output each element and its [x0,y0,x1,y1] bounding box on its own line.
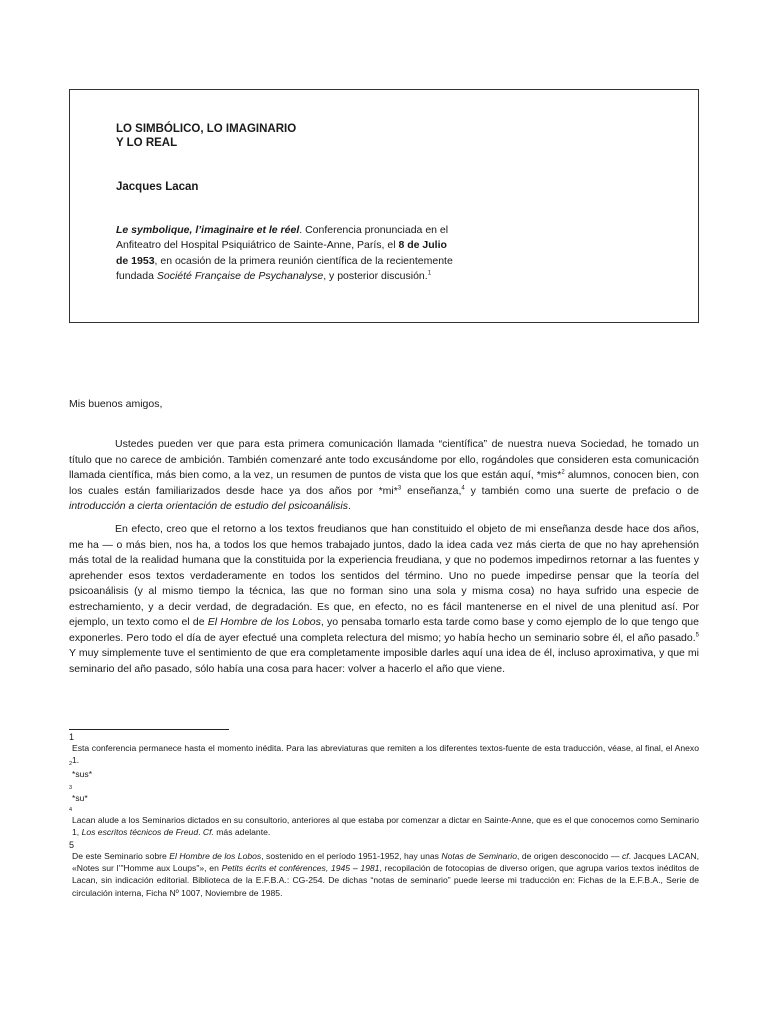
footnote-4 [69,807,699,838]
paragraph-2: En efecto, creo que el retorno a los textos freudianos que han constituido el objeto de mi enseñanza desde hace dos años, me ha — o más bien, nos ha, a todos los que hemos trabajado juntos, dado la idea cada vez más cierta de que no hay aprehensión más total de la realidad humana que la constituida por la experiencia freudiana, y que no podemos impedirnos retornar a las fuentes y aprehender esos textos verdaderamente en todos los sentidos del término. Uno no puede impedirse pensar que la teoría del psicoanálisis (y al mismo tiempo la técnica, las que no forman sino una sola y misma cosa) no haya sufrido una especie de estrechamiento, y a decir verdad, de degradación. Es que, en efecto, no es fácil mantenerse en el nivel de una plenitud así. Por ejemplo, un texto como el de El Hombre de los Lobos, yo pensaba tomarlo esta tarde como base y como ejemplo de lo que tengo que exponerles. Pero todo el día de ayer efectué una completa relectura del mismo; yo había hecho un seminario sobre él, el año pasado.$^5$ Y muy simplemente tuve el sentimiento de que era completamente imposible darles aquí una idea de él, incluso aproximativa, y que mi seminario del año pasado, sólo había una cosa para hacer: volver a hacerlo el año que viene. [69,523,699,675]
footnote-text: Esta conferencia permanece hasta el momento inédita. Para las abreviaturas que remiten a los diferentes textos-fuente de esta traducción, véase, al final, el Anexo 1. [72,743,699,766]
original-title: Le symbolique, l’imaginaire et le réel [116,224,300,236]
footnote-text: *sus* [72,769,93,779]
society-name: Société Française de Psychanalyse [156,269,324,282]
footnote-number: 2 [69,761,73,767]
footnote-ref-2[interactable]: 2 [561,469,565,476]
document-title [116,122,296,150]
footnote-ref-3[interactable]: 3 [397,485,402,491]
footnote-text: *su* [72,793,88,803]
footnote-number: 1 [69,732,75,742]
footnote-number: 3 [69,785,73,791]
footnote-text: Lacan alude a los Seminarios dictados en su consultorio, anteriores al que estaba por comenzar a dictar en Sainte-Anne, que es el que conocemos como Seminario 1, Los escritos técnicos de Freud. Cf. más adelante. [72,815,699,838]
footnote-ref-4[interactable]: 4 [461,485,465,491]
footnote-number: 4 [69,807,73,813]
salutation: Mis buenos amigos, [69,398,163,410]
footnote-separator [69,729,229,730]
title-line-2: Y LO REAL [116,137,178,149]
footnote-5 [69,840,699,899]
footnote-number: 5 [69,840,75,850]
footnote-3 [69,785,699,804]
title-line-1: LO SIMBÓLICO, LO IMAGINARIO [116,123,297,135]
intro-note: Le symbolique, l’imaginaire et le réel. Conferencia pronunciada en el Anfiteatro del Hospital Psiquiátrico de Sainte-Anne, París, el 8 de Julio de 1953, en ocasión de la primera reunión científica de la recientemente fundada Société Française de Psychanalyse, y posterior discusión.$^1$ [116,224,453,282]
footnote-ref-5[interactable]: 5 [695,632,699,638]
footnote-2 [69,761,699,780]
footnote-text: De este Seminario sobre El Hombre de los Lobos, sostenido en el período 1951-1952, hay unas Notas de Seminario, de origen desconocido — cf. Jacques LACAN, «Notes sur l’"Homme aux Loups"», en Petits écrits et conférences, 1945 – 1981, recopilación de fotocopias de diverso origen, que agrupa varios textos inéditos de Lacan, sin indicación editorial. Biblioteca de la E.F.B.A.: CG-254. De dichas “notas de seminario” puede leerse mi traducción en: Fichas de la E.F.B.A., Serie de circulación interna, Ficha Nº 1007, Noviembre de 1985. [72,851,699,898]
author-name: Jacques Lacan [116,181,199,193]
conference-date: 8 de Julio de 1953 [116,239,447,267]
title-box [69,89,699,323]
paragraph-1: Ustedes pueden ver que para esta primera comunicación llamada “científica” de nuestra nueva Sociedad, he tomado un título que no carece de ambición. También comenzaré ante todo excusándome por ello, rogándoles que consideren esta comunicación llamada científica, más bien como, a la vez, un resumen de puntos de vista que los que están aquí, *mis*$^2$ alumnos, conocen bien, con los cuales están familiarizados desde hace ya dos años por *mi*$^3$ enseñanza,$^4$ y también como una suerte de prefacio o de introducción a cierta orientación de estudio del psicoanálisis. [69,438,700,512]
footnote-ref-1[interactable]: 1 [427,270,432,277]
